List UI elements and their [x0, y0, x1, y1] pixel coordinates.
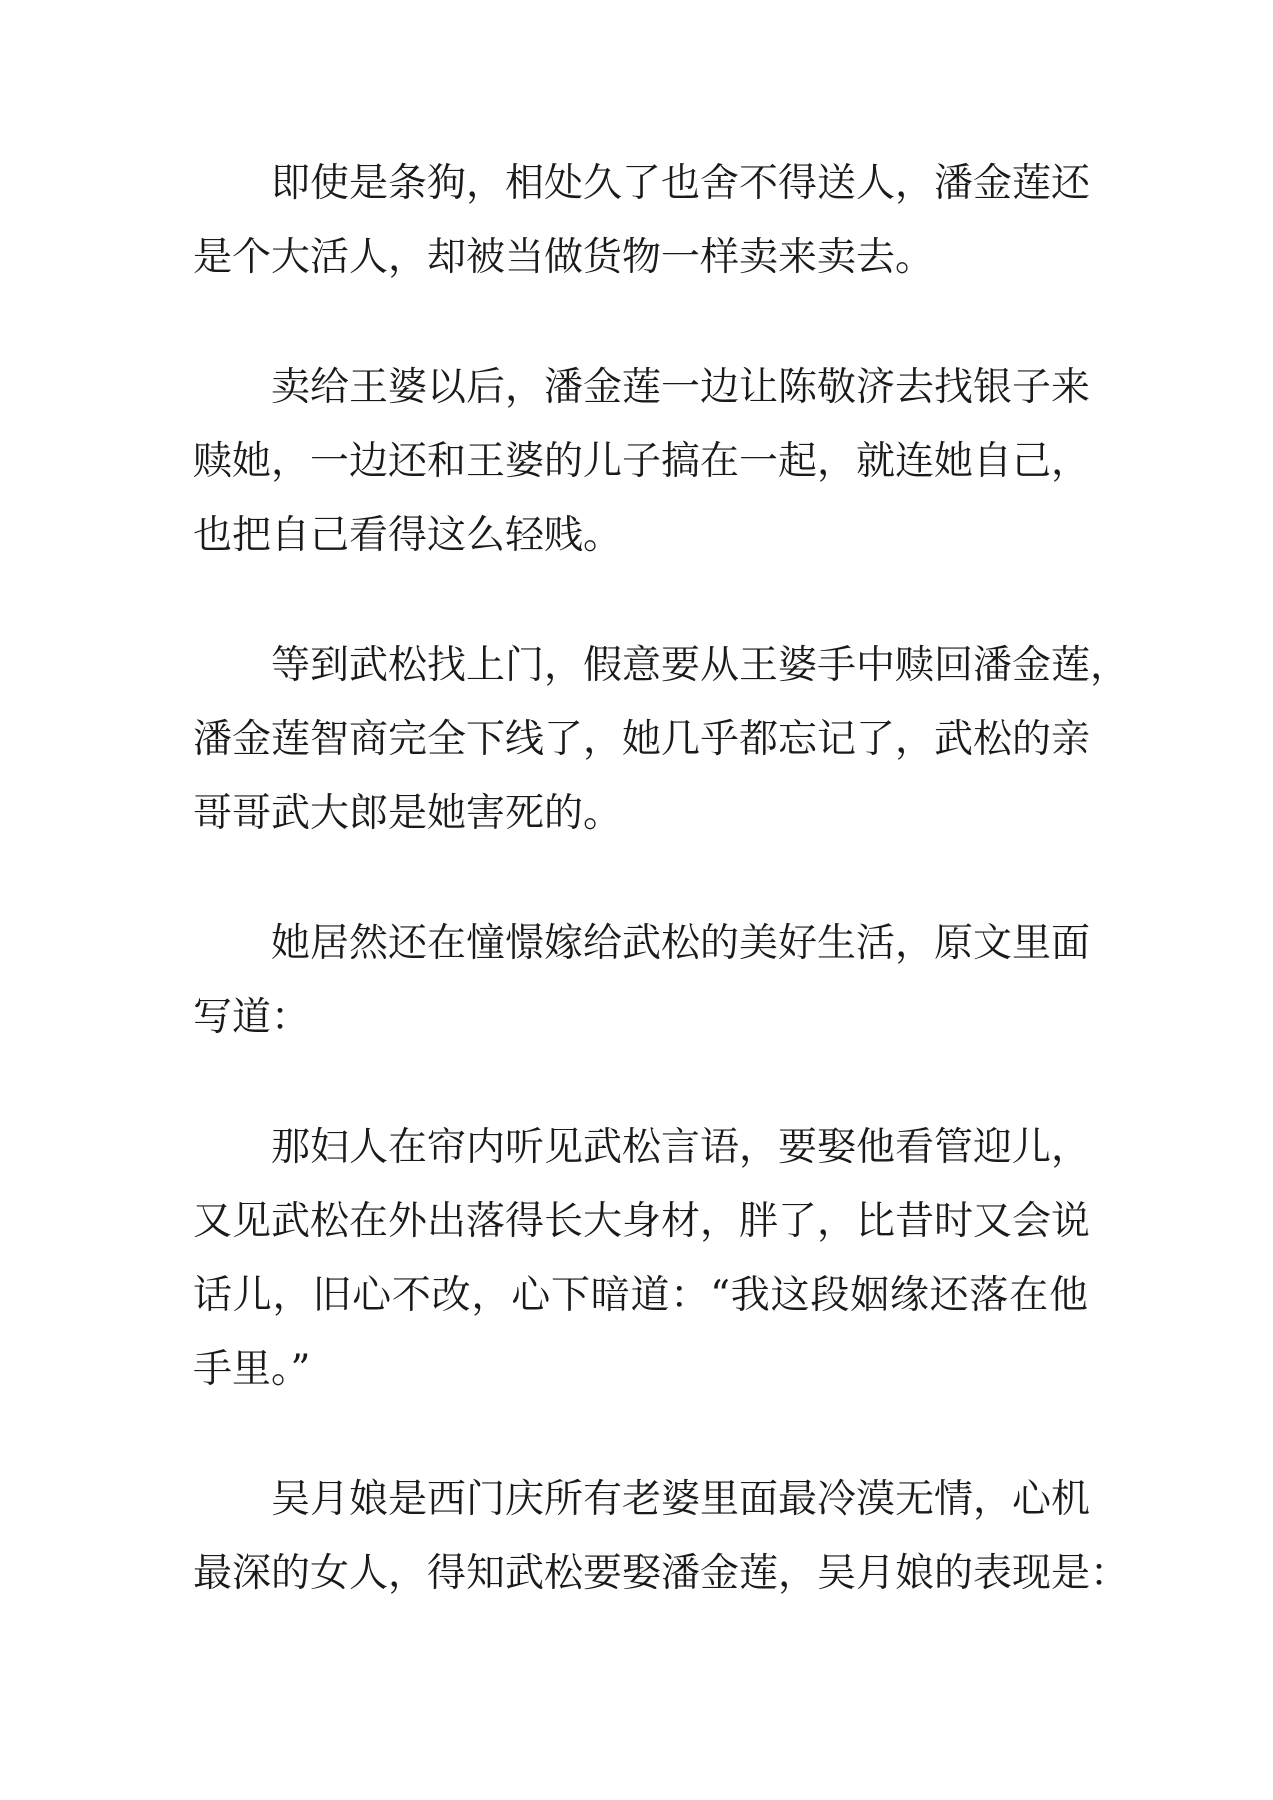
paragraph-line: 也把自己看得这么轻贱。	[193, 513, 623, 558]
paragraph-2	[193, 351, 1091, 573]
paragraph-1	[193, 147, 1091, 295]
paragraph-line: 她居然还在憧憬嫁给武松的美好生活，原文里面	[271, 921, 1091, 966]
paragraph-line: 话儿，旧心不改，心下暗道：“我这段姻缘还落在他	[193, 1273, 1088, 1318]
paragraph-line: 赎她，一边还和王婆的儿子搞在一起，就连她自己，	[193, 439, 1091, 484]
paragraph-line: 吴月娘是西门庆所有老婆里面最冷漠无情，心机	[271, 1477, 1091, 1522]
paragraph-line: 那妇人在帘内听见武松言语，要娶他看管迎儿，	[271, 1125, 1091, 1170]
paragraph-6	[193, 1463, 1130, 1611]
paragraph-line: 等到武松找上门，假意要从王婆手中赎回潘金莲，	[271, 643, 1130, 688]
paragraph-line: 写道：	[193, 995, 311, 1040]
document-body	[193, 147, 1130, 1667]
paragraph-line: 即使是条狗，相处久了也舍不得送人，潘金莲还	[271, 161, 1091, 206]
paragraph-line: 哥哥武大郎是她害死的。	[193, 791, 623, 836]
paragraph-line: 手里。”	[193, 1347, 311, 1392]
paragraph-line: 卖给王婆以后，潘金莲一边让陈敬济去找银子来	[271, 365, 1091, 410]
paragraph-line: 又见武松在外出落得长大身材，胖了，比昔时又会说	[193, 1199, 1091, 1244]
paragraph-line: 潘金莲智商完全下线了，她几乎都忘记了，武松的亲	[193, 717, 1091, 762]
paragraph-5	[193, 1111, 1091, 1407]
paragraph-4	[193, 907, 1091, 1055]
paragraph-line: 是个大活人，却被当做货物一样卖来卖去。	[193, 235, 935, 280]
paragraph-3	[193, 629, 1130, 851]
paragraph-line: 最深的女人，得知武松要娶潘金莲，吴月娘的表现是：	[193, 1551, 1130, 1596]
